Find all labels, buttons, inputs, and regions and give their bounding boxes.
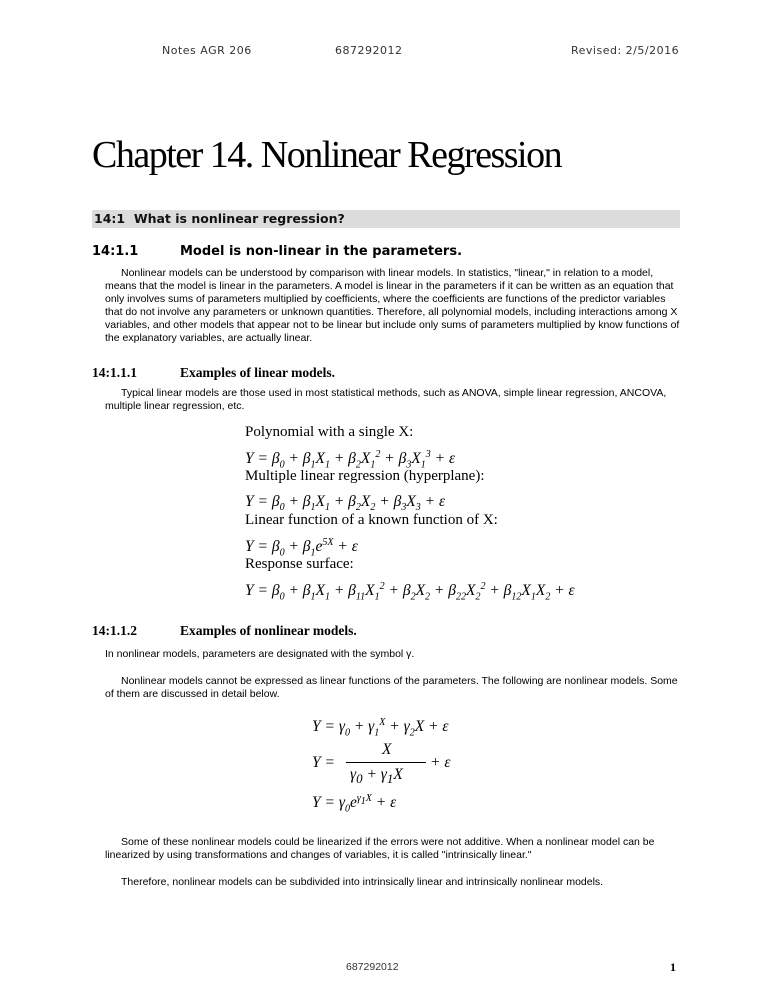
linear-examples-paragraph: Typical linear models are those used in most statistical methods, such as ANOVA, simple linear regression, ANCOVA, multiple linear regression, etc. xyxy=(105,387,667,412)
intro-paragraph: Nonlinear models can be understood by comparison with linear models. In statistics, "linear," in relation to a model, means that the model is linear in the parameters. A model is linear in the parameters if it can be written as an equation that only involves sums of parameters multiplied by coefficients, where the coefficients are functions of the predictor variables that do not involve any parameters or unknown quantities. Therefore, all polynomial models, including interactions among X variables, and other models that appear not to be linear but include only sums of parameters multiplied by know functions of the explanatory variables, are actually linear. xyxy=(105,267,680,344)
label-polynomial: Polynomial with a single X: xyxy=(245,424,414,440)
subsection-title: Model is non-linear in the parameters. xyxy=(180,244,463,259)
footer-doc-id: 687292012 xyxy=(346,961,399,973)
header-left: Notes AGR 206 xyxy=(162,44,252,57)
page-number: 1 xyxy=(670,960,676,974)
equation-polynomial: $Y = \beta_0 + \beta_1X_1 + \beta_2X_1^2 + \beta_3X_1^3 + \varepsilon$ xyxy=(245,449,456,471)
section-heading xyxy=(94,211,345,226)
chapter-title: Chapter 14. Nonlinear Regression xyxy=(92,134,562,176)
header-center: 687292012 xyxy=(335,44,403,57)
equation-nonlinear-3: $Y = \gamma_0e^{\gamma_1X} + \varepsilon$ xyxy=(312,793,397,815)
nonlinear-paragraph-3: Some of these nonlinear models could be linearized if the errors were not additive. When a nonlinear model can be linearized by using transformations and changes of variables, it is called "intrinsically linear." xyxy=(105,836,655,861)
equation-multiple-regression: $Y = \beta_0 + \beta_1X_1 + \beta_2X_2 + \beta_3X_3 + \varepsilon$ xyxy=(245,493,446,514)
nonlinear-paragraph-2: Nonlinear models cannot be expressed as linear functions of the parameters. The following are nonlinear models. Some of them are discussed in detail below. xyxy=(105,675,678,700)
header-right: Revised: 2/5/2016 xyxy=(571,44,680,57)
subsection-number: 14:1.1 xyxy=(92,244,139,259)
label-response-surface: Response surface: xyxy=(245,556,354,572)
nonlinear-examples-number: 14:1.1.2 xyxy=(92,623,137,638)
section-number: 14:1 xyxy=(94,211,126,226)
nonlinear-paragraph-1: In nonlinear models, parameters are designated with the symbol γ. xyxy=(105,648,415,660)
equation-known-function: $Y = \beta_0 + \beta_1e^{5X} + \varepsilon$ xyxy=(245,537,358,559)
section-title: What is nonlinear regression? xyxy=(133,211,345,226)
linear-examples-title: Examples of linear models. xyxy=(180,365,335,380)
label-linear-function: Linear function of a known function of X: xyxy=(245,512,498,528)
equation-response-surface: $Y = \beta_0 + \beta_1X_1 + \beta_{11}X_1^2 + \beta_2X_2 + \beta_{22}X_2^2 + \beta_{12}X_1X_2 + \varepsilon$ xyxy=(245,581,575,603)
linear-examples-number: 14:1.1.1 xyxy=(92,365,137,380)
nonlinear-paragraph-4: Therefore, nonlinear models can be subdivided into intrinsically linear and intrinsically nonlinear models. xyxy=(121,876,604,888)
nonlinear-examples-title: Examples of nonlinear models. xyxy=(180,623,357,638)
equation-nonlinear-1: $Y = \gamma_0 + \gamma_1^X + \gamma_2X + \varepsilon$ xyxy=(312,717,449,739)
label-multiple-regression: Multiple linear regression (hyperplane): xyxy=(245,468,485,484)
